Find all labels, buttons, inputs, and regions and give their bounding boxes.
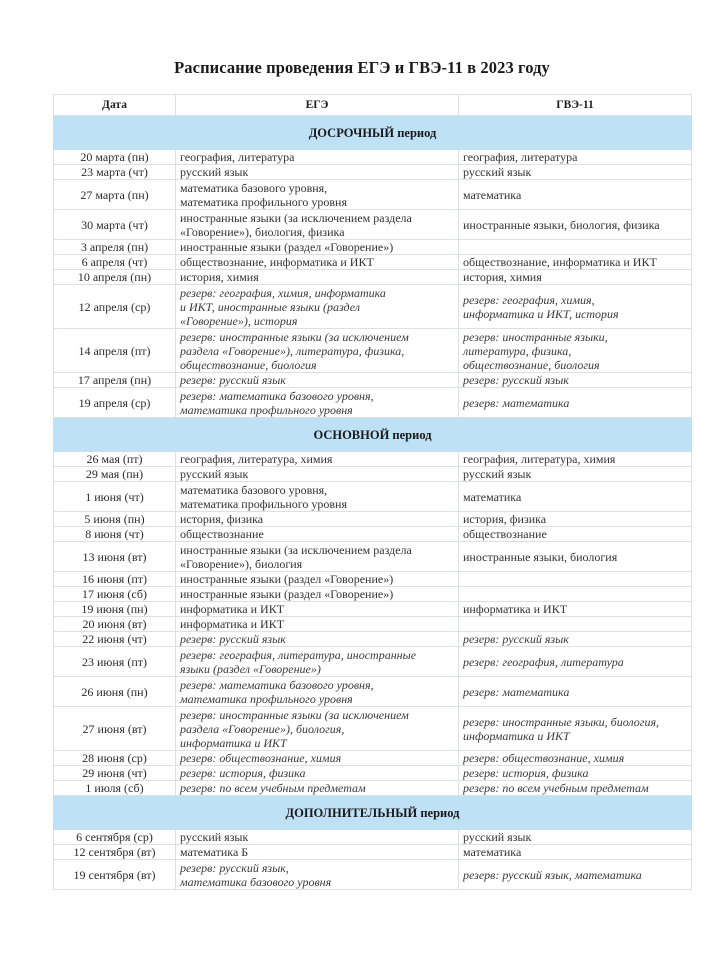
table-row — [54, 677, 692, 707]
period-row — [54, 418, 692, 452]
gve-subjects: география, литература, химия — [459, 452, 692, 467]
exam-date: 29 мая (пн) — [54, 467, 176, 482]
ege-subjects: резерв: математика базового уровня, математика профильного уровня — [176, 388, 459, 418]
table-row — [54, 210, 692, 240]
period-name: ДОПОЛНИТЕЛЬНЫЙ — [285, 805, 418, 820]
exam-date: 19 сентября (вт) — [54, 860, 176, 890]
exam-date: 22 июня (чт) — [54, 632, 176, 647]
gve-subjects — [459, 240, 692, 255]
ege-subjects: иностранные языки (раздел «Говорение») — [176, 587, 459, 602]
exam-date: 19 апреля (ср) — [54, 388, 176, 418]
table-row — [54, 329, 692, 373]
table-row — [54, 572, 692, 587]
exam-date: 26 мая (пт) — [54, 452, 176, 467]
exam-date: 19 июня (пн) — [54, 602, 176, 617]
ege-subjects: резерв: география, химия, информатика и ИКТ, иностранные языки (раздел «Говорение»), история — [176, 285, 459, 329]
header-date: Дата — [54, 95, 176, 116]
ege-subjects: информатика и ИКТ — [176, 602, 459, 617]
gve-subjects: история, химия — [459, 270, 692, 285]
ege-subjects: русский язык — [176, 830, 459, 845]
exam-date: 16 июня (пт) — [54, 572, 176, 587]
gve-subjects: иностранные языки, биология, физика — [459, 210, 692, 240]
table-row — [54, 240, 692, 255]
document-title: Расписание проведения ЕГЭ и ГВЭ-11 в 2023 году — [174, 58, 550, 77]
ege-subjects: русский язык — [176, 165, 459, 180]
header-ege: ЕГЭ — [176, 95, 459, 116]
ege-subjects: резерв: обществознание, химия — [176, 751, 459, 766]
table-row — [54, 860, 692, 890]
period-heading — [54, 796, 692, 830]
period-suffix: период — [394, 125, 437, 140]
table-row — [54, 150, 692, 165]
gve-subjects: обществознание — [459, 527, 692, 542]
exam-date: 29 июня (чт) — [54, 766, 176, 781]
table-row — [54, 388, 692, 418]
exam-date: 17 июня (сб) — [54, 587, 176, 602]
exam-date: 17 апреля (пн) — [54, 373, 176, 388]
gve-subjects: иностранные языки, биология — [459, 542, 692, 572]
exam-date: 12 апреля (ср) — [54, 285, 176, 329]
gve-subjects: резерв: русский язык, математика — [459, 860, 692, 890]
ege-subjects: резерв: русский язык — [176, 373, 459, 388]
table-row — [54, 180, 692, 210]
gve-subjects: резерв: обществознание, химия — [459, 751, 692, 766]
gve-subjects: резерв: иностранные языки, биология, информатика и ИКТ — [459, 707, 692, 751]
table-row — [54, 751, 692, 766]
exam-date: 1 июля (сб) — [54, 781, 176, 796]
period-heading — [54, 116, 692, 150]
ege-subjects: резерв: география, литература, иностранные языки (раздел «Говорение») — [176, 647, 459, 677]
ege-subjects: резерв: математика базового уровня, математика профильного уровня — [176, 677, 459, 707]
header-gve: ГВЭ-11 — [459, 95, 692, 116]
gve-subjects: резерв: иностранные языки, литература, физика, обществознание, биология — [459, 329, 692, 373]
ege-subjects: резерв: по всем учебным предметам — [176, 781, 459, 796]
period-row — [54, 796, 692, 830]
gve-subjects: резерв: география, литература — [459, 647, 692, 677]
exam-date: 23 июня (пт) — [54, 647, 176, 677]
period-name: ДОСРОЧНЫЙ — [308, 125, 395, 140]
exam-schedule-table — [53, 94, 692, 890]
gve-subjects — [459, 572, 692, 587]
ege-subjects: резерв: история, физика — [176, 766, 459, 781]
gve-subjects: резерв: русский язык — [459, 373, 692, 388]
ege-subjects: иностранные языки (за исключением раздела «Говорение»), биология — [176, 542, 459, 572]
exam-date: 28 июня (ср) — [54, 751, 176, 766]
gve-subjects: резерв: русский язык — [459, 632, 692, 647]
exam-date: 5 июня (пн) — [54, 512, 176, 527]
exam-date: 12 сентября (вт) — [54, 845, 176, 860]
gve-subjects: математика — [459, 482, 692, 512]
gve-subjects: резерв: география, химия, информатика и ИКТ, история — [459, 285, 692, 329]
table-row — [54, 707, 692, 751]
gve-subjects: история, физика — [459, 512, 692, 527]
table-row — [54, 255, 692, 270]
exam-date: 23 марта (чт) — [54, 165, 176, 180]
ege-subjects: резерв: иностранные языки (за исключением раздела «Говорение»), биология, информатика и ИКТ — [176, 707, 459, 751]
ege-subjects: история, химия — [176, 270, 459, 285]
exam-date: 30 марта (чт) — [54, 210, 176, 240]
gve-subjects: русский язык — [459, 830, 692, 845]
ege-subjects: география, литература — [176, 150, 459, 165]
period-row — [54, 116, 692, 150]
ege-subjects: резерв: иностранные языки (за исключением раздела «Говорение»), литература, физика, обществознание, биология — [176, 329, 459, 373]
gve-subjects — [459, 587, 692, 602]
table-row — [54, 527, 692, 542]
table-row — [54, 617, 692, 632]
exam-date: 1 июня (чт) — [54, 482, 176, 512]
gve-subjects: математика — [459, 845, 692, 860]
table-row — [54, 482, 692, 512]
gve-subjects: резерв: история, физика — [459, 766, 692, 781]
gve-subjects: русский язык — [459, 467, 692, 482]
table-row — [54, 766, 692, 781]
ege-subjects: резерв: русский язык, математика базового уровня — [176, 860, 459, 890]
ege-subjects: география, литература, химия — [176, 452, 459, 467]
table-row — [54, 542, 692, 572]
exam-date: 6 сентября (ср) — [54, 830, 176, 845]
table-row — [54, 452, 692, 467]
exam-date: 10 апреля (пн) — [54, 270, 176, 285]
gve-subjects: математика — [459, 180, 692, 210]
gve-subjects — [459, 617, 692, 632]
gve-subjects: русский язык — [459, 165, 692, 180]
exam-date: 26 июня (пн) — [54, 677, 176, 707]
period-suffix: период — [417, 805, 460, 820]
gve-subjects: информатика и ИКТ — [459, 602, 692, 617]
ege-subjects: история, физика — [176, 512, 459, 527]
ege-subjects: математика базового уровня, математика профильного уровня — [176, 482, 459, 512]
ege-subjects: информатика и ИКТ — [176, 617, 459, 632]
table-row — [54, 270, 692, 285]
exam-date: 20 июня (вт) — [54, 617, 176, 632]
gve-subjects: обществознание, информатика и ИКТ — [459, 255, 692, 270]
table-row — [54, 285, 692, 329]
table-row — [54, 830, 692, 845]
ege-subjects: иностранные языки (раздел «Говорение») — [176, 240, 459, 255]
table-row — [54, 165, 692, 180]
ege-subjects: обществознание, информатика и ИКТ — [176, 255, 459, 270]
exam-date: 27 марта (пн) — [54, 180, 176, 210]
table-row — [54, 602, 692, 617]
table-body — [54, 116, 692, 890]
gve-subjects: резерв: математика — [459, 388, 692, 418]
table-row — [54, 587, 692, 602]
exam-date: 20 марта (пн) — [54, 150, 176, 165]
exam-date: 14 апреля (пт) — [54, 329, 176, 373]
exam-date: 8 июня (чт) — [54, 527, 176, 542]
ege-subjects: резерв: русский язык — [176, 632, 459, 647]
ege-subjects: математика Б — [176, 845, 459, 860]
gve-subjects: резерв: по всем учебным предметам — [459, 781, 692, 796]
ege-subjects: математика базового уровня, математика профильного уровня — [176, 180, 459, 210]
ege-subjects: иностранные языки (раздел «Говорение») — [176, 572, 459, 587]
period-suffix: период — [389, 427, 432, 442]
table-row — [54, 845, 692, 860]
table-row — [54, 467, 692, 482]
exam-date: 6 апреля (чт) — [54, 255, 176, 270]
table-row — [54, 373, 692, 388]
exam-date: 13 июня (вт) — [54, 542, 176, 572]
exam-date: 27 июня (вт) — [54, 707, 176, 751]
ege-subjects: русский язык — [176, 467, 459, 482]
gve-subjects: география, литература — [459, 150, 692, 165]
exam-date: 3 апреля (пн) — [54, 240, 176, 255]
period-heading — [54, 418, 692, 452]
table-row — [54, 512, 692, 527]
table-row — [54, 781, 692, 796]
gve-subjects: резерв: математика — [459, 677, 692, 707]
period-name: ОСНОВНОЙ — [313, 427, 390, 442]
table-row — [54, 632, 692, 647]
ege-subjects: иностранные языки (за исключением раздела «Говорение»), биология, физика — [176, 210, 459, 240]
table-header-row — [54, 95, 692, 116]
table-row — [54, 647, 692, 677]
ege-subjects: обществознание — [176, 527, 459, 542]
